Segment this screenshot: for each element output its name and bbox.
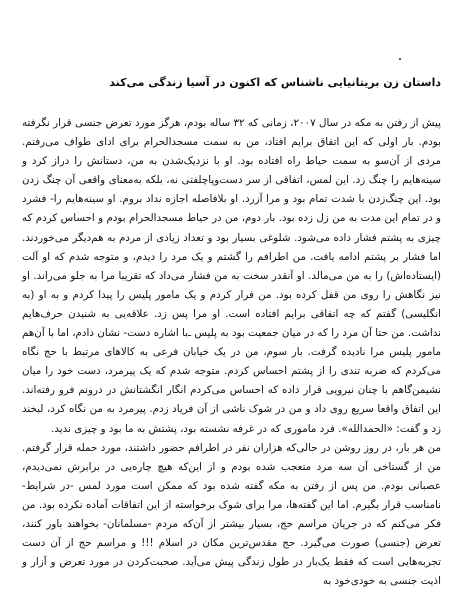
article-paragraph-1: پیش از رفتن به مکه در سال ۲۰۰۷، زمانی که ۳۲ ساله بودم، هرگز مورد تعرض جنسی قرار نگرفته بودم. بار اولی که این اتفاق برایم افتاد، من به سمت مسجدالحرام برای ادای طواف می‌رفتم. مردی از آن‌سو به سمت حیاط راه افتاده بود. او با نزدیک‌شدن به من، دستانش را دراز کرد و سینه‌هایم را چنگ زد. این لمس، اتفاقی از سر دست‌وپاچلفتی نه، بلکه به‌معنای واقعی آن چنگ زدن بود. این چنگ‌زدن با شدت تمام بود و مرا آزرد. او بلافاصله اجازه نداد بروم. او سینه‌هایم را- فشرد و در تمام این مدت به من زل زده بود. بار دوم، من در حیاط مسجدالحرام بودم و احساس کردم که چیزی به پشتم فشار داده می‌شود. شلوغی بسیار بود و تعداد زیادی از مردم به هم‌دیگر می‌خوردند. اما فشار بر پشتم ادامه یافت. من اطرافم را گشتم و یک مرد را دیدم، و متوجه شدم که او آلت (ایستاده‌اش) را به من می‌مالد. او آنقدر سخت به من فشار می‌داد که تقریبا مرا به جلو می‌راند. او نیز نگاهش را روی من قفل کرده بود. من فرار کردم و یک مامور پلیس را پیدا کردم و به او (به انگلیسی) گفتم که چه اتفاقی برایم افتاده است. او مرا پس زد. علاقه‌یی به شنیدن حرف‌هایم نداشت. من حتا آن مرد را که در میان جمعیت بود به پلیس ـ‌با اشاره دست- نشان دادم، اما با آن‌هم مامور پلیس مرا نادیده گرفت. بار سوم، من در یک خیابان فرعی به کالاهای مرتبط با حج نگاه می‌کردم که ضربه تندی را از پشتم احساس کردم. متوجه شدم که یک پیرمرد، دست خود را میان نشیمن‌گاهم با چنان نیرویی قرار داده که احساس می‌کردم انگار انگشتانش در درونم فرو رفته‌اند. این اتفاق واقعا سریع روی داد و من در شوک ناشی از آن فریاد زدم. پیرمرد به من نگاه کرد، لبخند زد و گفت: «الحمدالله». فرد ماموری که در غرفه نشسته بود، پشتش به ما بود و چیزی ندید.: [22, 117, 441, 435]
stray-dot-mark: [399, 58, 401, 60]
article-body: [22, 114, 441, 591]
article-paragraph-2: من هر بار، در روز روشن در حالی‌که هزاران نفر در اطرافم حضور داشتند، مورد حمله قرار گرفتم. من از گستاخی آن سه مرد متعجب شده بودم و از این‌که هیچ چاره‌یی در برابرش نمی‌دیدم، عصبانی بودم. من پس از رفتن به مکه گفته شده بود که ممکن است مورد لمس -در شرایط- نامناسب قرار بگیرم. اما این گفته‌ها، مرا برای شوک برخواسته از این اتفاقات آماده نکرده بود. من فکر می‌کنم که در جریان مراسم حج، بسیار بیشتر از آن‌که مردم -مسلمانان- بخواهند باور کنند، تعرض (جنسی) صورت می‌گیرد. حج مقدس‌ترین مکان در اسلام !!! و مراسم حج از آن دست تجربه‌هایی است که فقط یک‌بار در طول زندگی پیش می‌آید. صحبت‌کردن در مورد تعرض و آزار و اذیت جنسی به خودی‌خود به: [22, 441, 441, 588]
article-title: داستان زن بریتانیایی ناشناس که اکنون در آسیا زندگی می‌کند: [109, 76, 441, 89]
